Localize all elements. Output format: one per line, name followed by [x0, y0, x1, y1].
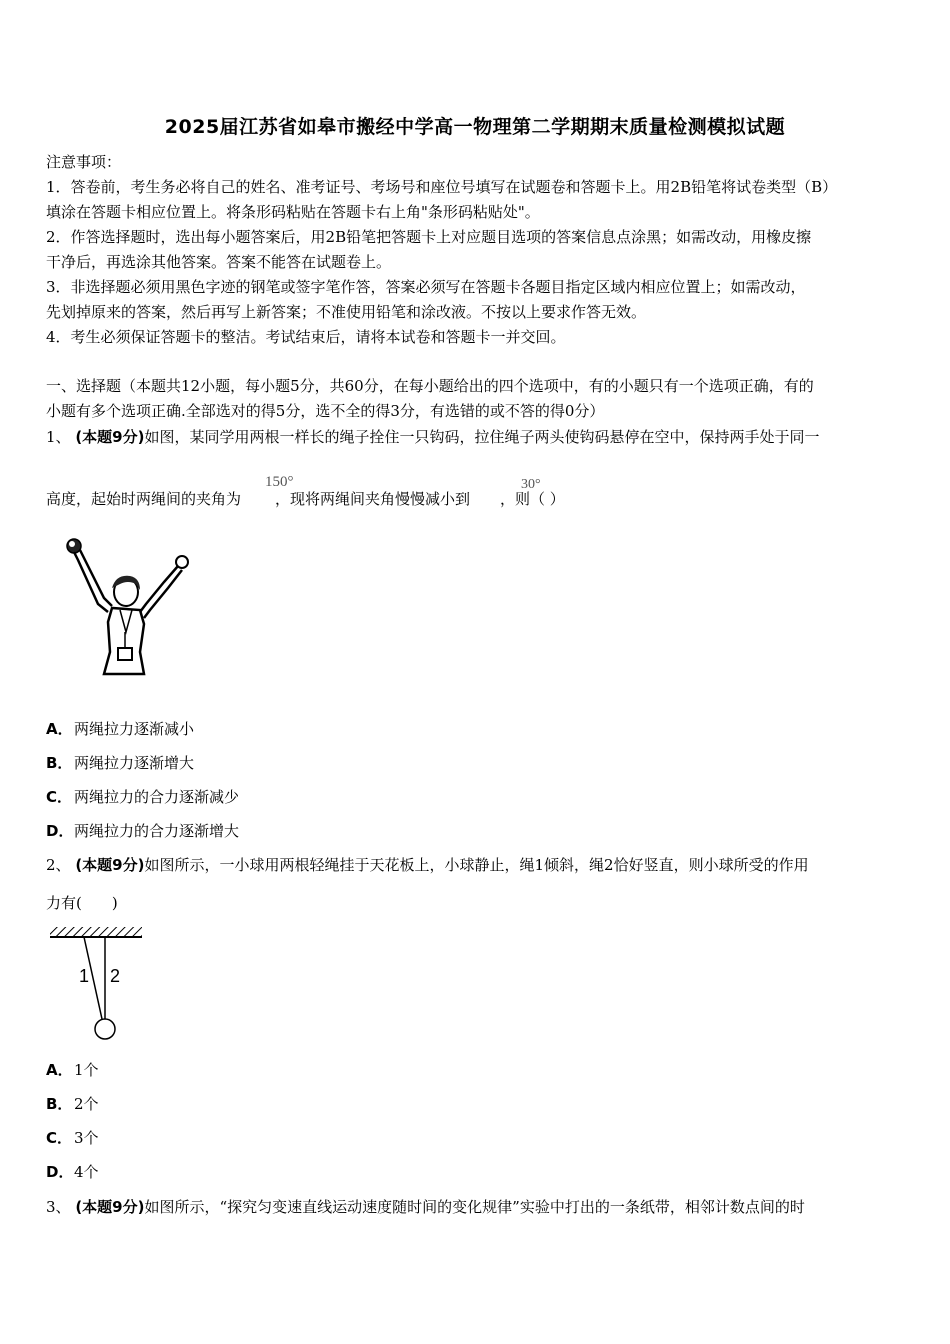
figure-person-with-weight [60, 532, 190, 682]
notice-line: 3．非选择题必须用黑色字迹的钢笔或签字笔作答，答案必须写在答题卡各题目指定区域内相应位置上；如需改动， [46, 278, 806, 296]
question-text: 如图，某同学用两根一样长的绳子拴住一只钩码，拉住绳子两头使钩码悬停在空中，保持两手处于同一 [144, 428, 820, 446]
question-3-stem [46, 1197, 908, 1217]
option-c[interactable]: C． 3个 [46, 1129, 99, 1147]
option-d[interactable]: D．两绳拉力的合力逐渐增大 [46, 822, 240, 840]
question-points: (本题9分) [75, 1198, 145, 1216]
notice-line: 干净后，再选涂其他答案。答案不能答在试题卷上。 [46, 253, 392, 271]
question-text: ，则（ ） [500, 490, 565, 508]
option-d[interactable]: D．4个 [46, 1163, 99, 1181]
angle-150: 150° [265, 474, 294, 490]
page-title: 2025届江苏省如皋市搬经中学高一物理第二学期期末质量检测模拟试题 [164, 116, 786, 138]
option-c[interactable]: C． 两绳拉力的合力逐渐减少 [46, 788, 240, 806]
question-text: 如图所示，“探究匀变速直线运动速度随时间的变化规律”实验中打出的一条纸带，相邻计数点间的时 [144, 1198, 805, 1216]
option-a[interactable]: A．两绳拉力逐渐减小 [46, 720, 195, 738]
question-text: 高度，起始时两绳间的夹角为 [46, 490, 242, 508]
question-points: (本题9分) [75, 428, 145, 446]
question-text: 力有( ) [46, 894, 118, 912]
notice-line: 2．作答选择题时，选出每小题答案后，用2B铅笔把答题卡上对应题目选项的答案信息点涂黑；如需改动，用橡皮擦 [46, 228, 812, 246]
section-heading-line: 一、选择题（本题共12小题，每小题5分，共60分，在每小题给出的四个选项中，有的小题只有一个选项正确，有的 [46, 377, 814, 395]
question-number: 1、 [46, 428, 71, 446]
option-a[interactable]: A．1个 [46, 1061, 99, 1079]
question-1-stem-line2 [46, 489, 908, 509]
section-heading-line: 小题有多个选项正确.全部选对的得5分，选不全的得3分，有选错的或不答的得0分） [46, 402, 605, 420]
notice-line: 填涂在答题卡相应位置上。将条形码粘贴在答题卡右上角"条形码粘贴处"。 [46, 203, 540, 221]
option-b[interactable]: B． 2个 [46, 1095, 99, 1113]
notice-line: 4．考生必须保证答题卡的整洁。考试结束后，请将本试卷和答题卡一并交回。 [46, 328, 566, 346]
question-2-stem-line2 [46, 893, 908, 913]
question-1-stem [46, 427, 908, 447]
question-number: 3、 [46, 1198, 71, 1216]
question-text: 如图所示，一小球用两根轻绳挂于天花板上，小球静止，绳1倾斜，绳2恰好竖直，则小球所受的作用 [144, 856, 809, 874]
rope-1-label: 1 [79, 966, 90, 986]
question-text: ，现将两绳间夹角慢慢减小到 [275, 490, 471, 508]
question-2-stem [46, 855, 908, 875]
notice-heading: 注意事项： [46, 153, 122, 171]
angle-30: 30° [521, 477, 541, 492]
option-b[interactable]: B． 两绳拉力逐渐增大 [46, 754, 195, 772]
figure-ball-hanging [50, 925, 146, 1045]
question-points: (本题9分) [75, 856, 145, 874]
notice-line: 先划掉原来的答案，然后再写上新答案；不准使用铅笔和涂改液。不按以上要求作答无效。 [46, 303, 647, 321]
notice-line: 1．答卷前，考生务必将自己的姓名、准考证号、考场号和座位号填写在试题卷和答题卡上。用2B铅笔将试卷类型（B） [46, 178, 838, 196]
question-number: 2、 [46, 856, 71, 874]
rope-2-label: 2 [110, 966, 121, 986]
